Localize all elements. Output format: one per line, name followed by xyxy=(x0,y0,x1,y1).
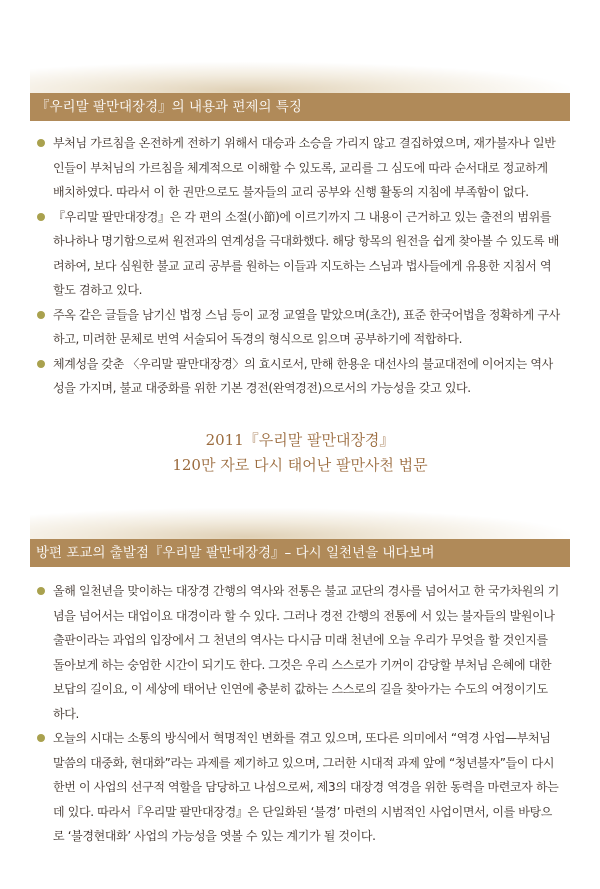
list-item-text: 오늘의 시대는 소통의 방식에서 혁명적인 변화를 겪고 있으며, 또다른 의미에서 “역경 사업—부처님 말씀의 대중화, 현대화”라는 과제를 제기하고 있으며, 그러한 시대적 과제 앞에 “청년불자”들이 다시 한번 이 사업의 선구적 역할을 담당하고 나섬으로써, 제3의 대장경 역경을 위한 동력을 마련코자 하는 데 있다. 따라서『우리말 팔만대장경』은 단일화된 ‘불경’ 마련의 시범적인 사업이면서, 이를 바탕으로 ‘불경현대화’ 사업의 가능성을 엿볼 수 있는 계기가 될 것이다. xyxy=(53,731,559,843)
list-item-text: 부처님 가르침을 온전하게 전하기 위해서 대승과 소승을 가리지 않고 결집하였으며, 재가불자나 일반인들이 부처님의 가르침을 체계적으로 이해할 수 있도록, 교리를 그 심도에 따라 순서대로 정교하게 배치하였다. 따라서 이 한 권만으로도 불자들의 교리 공부와 신행 활동의 지침에 부족함이 없다. xyxy=(53,136,556,199)
bullet-icon xyxy=(37,139,45,147)
list-item-text: 올해 일천년을 맞이하는 대장경 간행의 역사와 전통은 불교 교단의 경사를 넘어서고 한 국가차원의 기념을 넘어서는 대업이요 대경이라 할 수 있다. 그러나 경전 간행의 전통에 서 있는 불자들의 발원이나 출판이라는 과업의 입장에서 그 천년의 역사는 다시금 미래 천년에 오늘 우리가 무엇을 할 것인지를 돌아보게 하는 숭엄한 시간이 되기도 한다. 그것은 우리 스스로가 기꺼이 감당할 부처님 은혜에 대한 보답의 길이요, 이 세상에 태어난 인연에 충분히 값하는 스스로의 길을 찾아가는 수도의 여정이기도 하다. xyxy=(53,584,559,721)
list-item-text: 『우리말 팔만대장경』은 각 편의 소절(小節)에 이르기까지 그 내용이 근거하고 있는 출전의 범위를 하나하나 명기함으로써 원전과의 연계성을 극대화했다. 해당 항목의 원전을 쉽게 찾아볼 수 있도록 배려하여, 보다 심원한 불교 교리 공부를 원하는 이들과 지도하는 스님과 법사들에게 유용한 지침서 역할도 겸하고 있다. xyxy=(53,209,559,297)
section1-list xyxy=(36,131,562,401)
list-item-text: 주옥 같은 글들을 남기신 법정 스님 등이 교정 교열을 맡았으며(초간), 표준 한국어법을 정확하게 구사하고, 미려한 문체로 번역 서술되어 독경의 형식으로 읽으며 공부하기에 적합하다. xyxy=(53,307,560,346)
list-item xyxy=(36,303,562,352)
section1-heading: 『우리말 팔만대장경』의 내용과 편제의 특징 xyxy=(30,93,570,121)
list-item xyxy=(36,205,562,303)
section2-list xyxy=(36,579,562,849)
list-item xyxy=(36,352,562,401)
section2-heading: 방편 포교의 출발점『우리말 팔만대장경』– 다시 일천년을 내다보며 xyxy=(30,539,570,567)
bullet-icon xyxy=(37,360,45,368)
list-item xyxy=(36,579,562,726)
list-item xyxy=(36,131,562,205)
bullet-icon xyxy=(37,734,45,742)
list-item-text: 체계성을 갖춘 〈우리말 팔만대장경〉의 효시로서, 만해 한용운 대선사의 불교대전에 이어지는 역사성을 가지며, 불교 대중화를 위한 기본 경전(완역경전)으로서의 가능성을 갖고 있다. xyxy=(53,356,553,395)
bullet-icon xyxy=(37,213,45,221)
center-title-line2: 120만 자로 다시 태어난 팔만사천 법문 xyxy=(172,456,428,474)
heading-wash-decoration xyxy=(30,62,570,96)
list-item xyxy=(36,726,562,849)
bullet-icon xyxy=(37,311,45,319)
center-title-line1: 2011『우리말 팔만대장경』 xyxy=(205,431,395,449)
heading-wash-decoration xyxy=(30,508,570,542)
bullet-icon xyxy=(37,587,45,595)
